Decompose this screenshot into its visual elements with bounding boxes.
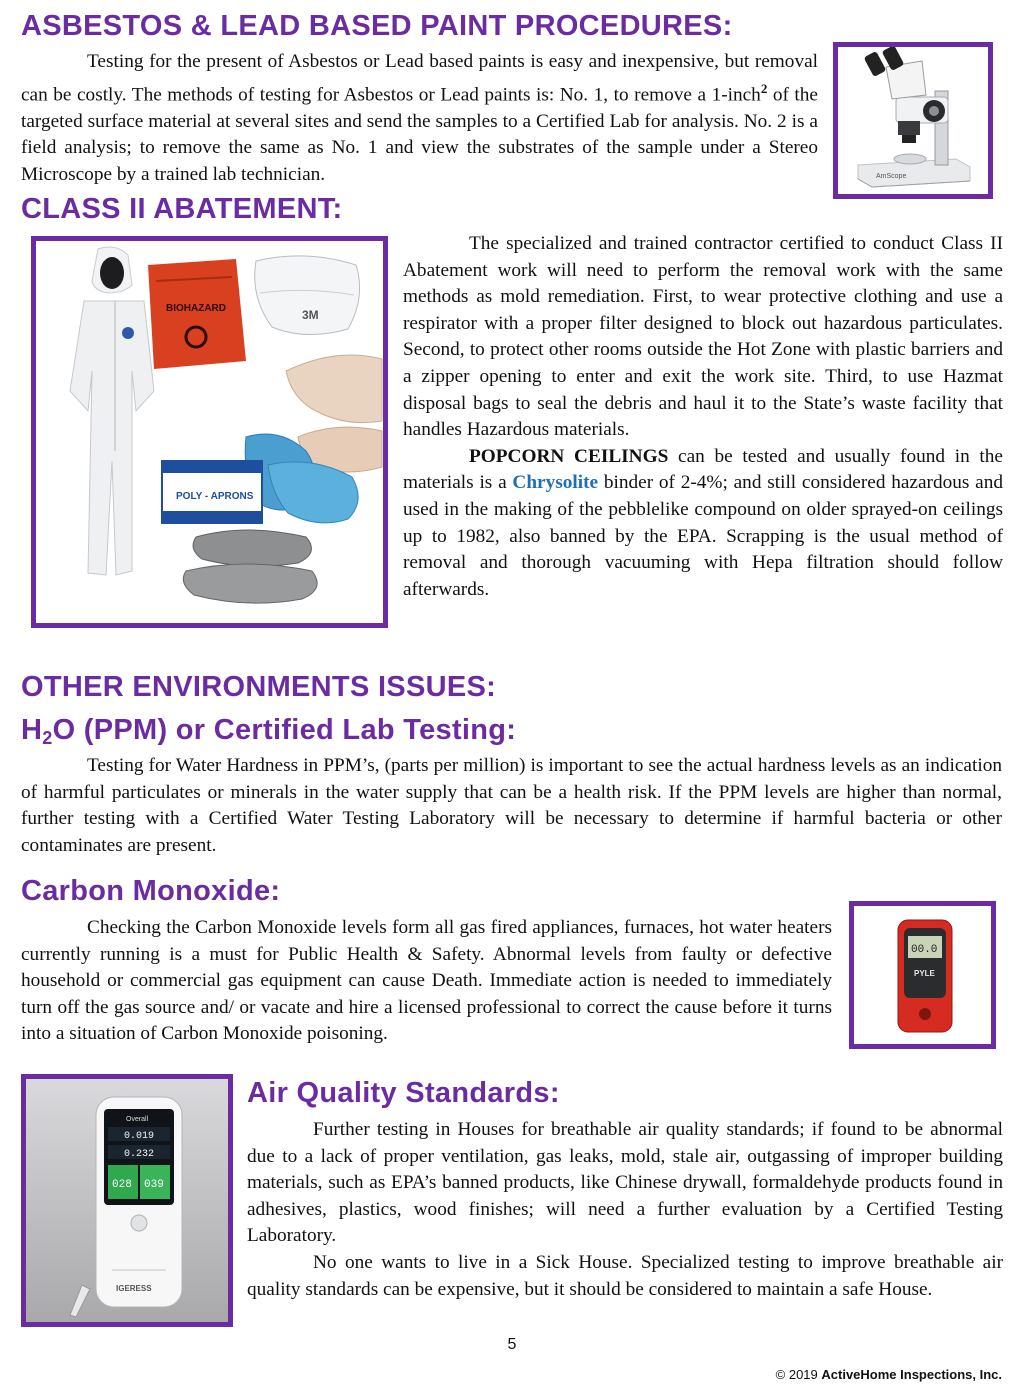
water-heading: $H_2O$ (PPM) or Certified Lab Testing: xyxy=(21,714,517,748)
air-text xyxy=(247,1117,1003,1303)
asbestos-paragraph: Testing for the present of Asbestos or Lead based paints is easy and inexpensive, but removal can be costly. The methods of testing for Asbestos or Lead paints is: No. 1, to remove a 1-inch$^2$ of the targeted surface material at several sites and send the samples to a Certified Lab for analysis. No. 2 is a field analysis; to remove the same as No. 1 and view the substrates of the sample under a Stereo Microscope by a trained lab technician. xyxy=(21,51,818,185)
meter-reading: 00.0 xyxy=(911,944,938,956)
asbestos-heading: ASBESTOS & LEAD BASED PAINT PROCEDURES: xyxy=(21,10,733,42)
air-monitor-image xyxy=(21,1074,233,1327)
protective-equipment-image xyxy=(31,236,388,628)
class2-paragraph-1: The specialized and trained contractor certified to conduct Class II Abatement work will need to perform the removal work with the same methods as mold remediation. First, to wear protective clothing and use a respirator with a proper filter designed to block out hazardous particulates. Second, to protect other rooms outside the Hot Zone with plastic barriers and a zipper opening to enter and exit the work site. Third, to use Hazmat disposal bags to seal the debris and haul it to the State’s waste facility that handles Hazardous materials. xyxy=(403,233,1003,441)
monitor-value-2: 0.232 xyxy=(124,1149,155,1160)
meter-brand: PYLE xyxy=(914,969,935,978)
biohazard-bag xyxy=(148,259,246,369)
page-number: 5 xyxy=(507,1336,517,1353)
co-meter-image xyxy=(849,901,996,1049)
monitor-value-3: 028 xyxy=(112,1179,132,1191)
class2-text xyxy=(403,231,1003,603)
microscope-brand: AmScope xyxy=(876,173,907,180)
monitor-value-1: 0.019 xyxy=(124,1131,155,1142)
co-paragraph: Checking the Carbon Monoxide levels form all gas fired appliances, furnaces, hot water heaters currently running is a must for Public Health & Safety. Abnormal levels from faulty or defective household or commercial gas equipment can cause Death. Immediate action is needed to immediately turn off the gas source and/ or vacate and hire a licensed professional to correct the cause before it turns into a situation of Carbon Monoxide poisoning. xyxy=(21,917,832,1045)
co-heading: Carbon Monoxide: xyxy=(21,875,281,907)
monitor-brand: IGERESS xyxy=(116,1284,152,1293)
svg-text:BIOHAZARD: BIOHAZARD xyxy=(166,303,226,314)
poly-aprons-pack xyxy=(162,461,262,523)
air-paragraph-2: No one wants to live in a Sick House. Specialized testing to improve breathable air quality standards can be expensive, but it should be considered to maintain a safe House. xyxy=(247,1251,1003,1300)
monitor-status: Overall xyxy=(126,1116,149,1123)
water-paragraph: Testing for Water Hardness in PPM’s, (parts per million) is important to see the actual hardness levels as an indication of harmful particulates or minerals in the water supply that can be a health risk. If the PPM levels are higher than normal, further testing with a Certified Water Testing Laboratory will be necessary to determine if harmful bacteria or other contaminates are present. xyxy=(21,755,1002,856)
stereo-microscope-image xyxy=(833,42,993,199)
class2-heading: CLASS II ABATEMENT: xyxy=(21,193,343,225)
air-heading: Air Quality Standards: xyxy=(247,1077,560,1109)
copyright-notice: © 2019 ActiveHome Inspections, Inc. xyxy=(775,1367,1002,1382)
other-issues-heading: OTHER ENVIRONMENTS ISSUES: xyxy=(21,671,497,703)
air-paragraph-1: Further testing in Houses for breathable air quality standards; if found to be abnormal due to a lack of proper ventilation, gas leaks, mold, stale air, outgassing of improper building materials, such as EPA’s banned products, like Chinese drywall, formaldehyde products found in adhesives, plastics, wood finishes; will need a further evaluation by a Certified Testing Laboratory. xyxy=(247,1119,1003,1247)
respirator-mask xyxy=(255,256,360,335)
class2-paragraph-2: POPCORN CEILINGS can be tested and usually found in the materials is a Chrysolite binder of 2-4%; and still considered hazardous and used in the making of the pebblelike compound on older sprayed-on ceilings up to 1982, also banned by the EPA. Scrapping is the usual method of removal and thorough vacuuming with Hepa filtration should follow afterwards. xyxy=(403,445,1003,600)
monitor-value-4: 039 xyxy=(144,1179,164,1191)
svg-text:POLY - APRONS: POLY - APRONS xyxy=(176,491,254,502)
chrysolite-term: Chrysolite xyxy=(512,472,599,494)
popcorn-ceilings-label: POPCORN CEILINGS xyxy=(469,445,669,467)
svg-text:3M: 3M xyxy=(302,308,319,322)
